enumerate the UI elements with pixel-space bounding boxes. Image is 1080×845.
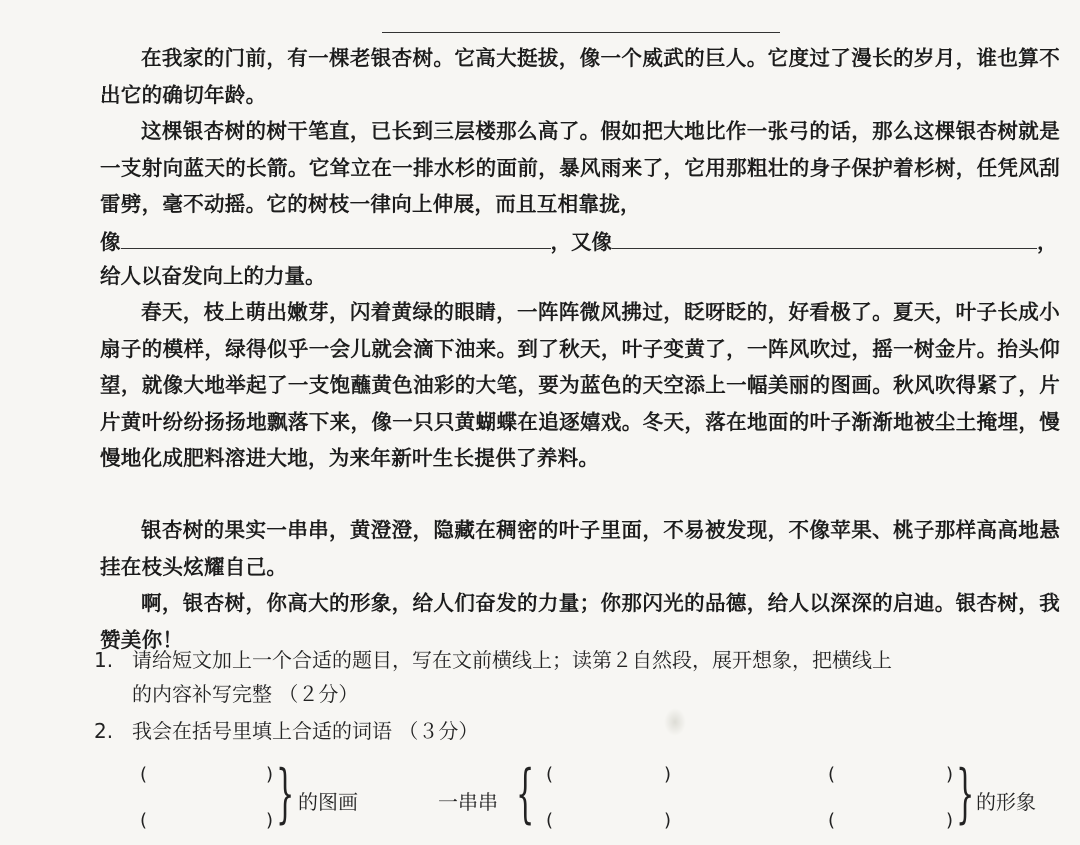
scan-smudge	[664, 708, 686, 736]
group3-blank1-open[interactable]: (	[828, 764, 836, 785]
paragraph-1: 在我家的门前，有一棵老银杏树。它高大挺拔，像一个威武的巨人。它度过了漫长的岁月，谁也算不出它的确切年龄。	[100, 46, 1060, 107]
paragraph-4: 银杏树的果实一串串，黄澄澄，隐藏在稠密的叶子里面，不易被发现，不像苹果、桃子那样高高地悬挂在枝头炫耀自己。	[100, 518, 1060, 579]
group3-blank2-open[interactable]: (	[828, 810, 836, 831]
question-1-text: 请给短文加上一个合适的题目，写在文前横线上；读第２自然段，展开想象，把横线上	[132, 648, 892, 672]
question-1-number: 1.	[94, 648, 114, 672]
group3-blank1-close[interactable]: )	[946, 764, 954, 785]
paragraph-5: 啊，银杏树，你高大的形象，给人们奋发的力量；你那闪光的品德，给人以深深的启迪。银杏树，我赞美你！	[100, 591, 1060, 652]
group2-blank1-close[interactable]: )	[664, 764, 672, 785]
fill-blank-1[interactable]	[121, 226, 551, 249]
fill-in-row	[100, 224, 1060, 260]
question-2-text: 我会在括号里填上合适的词语 （３分）	[132, 719, 479, 743]
group1-blank2-close[interactable]: )	[266, 810, 274, 831]
group1-suffix: 的图画	[298, 790, 358, 814]
paragraph-3: 春天，枝上萌出嫩芽，闪着黄绿的眼睛，一阵阵微风拂过，眨呀眨的，好看极了。夏天，叶子长成小扇子的模样，绿得似乎一会儿就会滴下油来。到了秋天，叶子变黄了，一阵风吹过，摇一树金片。抬头仰望，就像大地举起了一支饱蘸黄色油彩的大笔，要为蓝色的天空添上一幅美丽的图画。秋风吹得紧了，片片黄叶纷纷扬扬地飘落下来，像一只只黄蝴蝶在追逐嬉戏。冬天，落在地面的叶子渐渐地被尘土掩埋，慢慢地化成肥料溶进大地，为来年新叶生长提供了养料。	[100, 300, 1060, 470]
title-blank-line[interactable]	[382, 32, 780, 33]
group3-blank2-close[interactable]: )	[946, 810, 954, 831]
group3-right-brace: }	[956, 757, 975, 831]
question-1-line-2: 的内容补写完整 （２分）	[132, 682, 359, 706]
question-2-number: 2.	[94, 719, 114, 743]
group2-blank2-open[interactable]: (	[546, 810, 554, 831]
question-1	[94, 643, 1074, 677]
group2-left-brace: {	[516, 757, 535, 831]
fill-end: ，	[1037, 230, 1058, 254]
paragraph-2: 这棵银杏树的树干笔直，已长到三层楼那么高了。假如把大地比作一张弓的话，那么这棵银杏树就是一支射向蓝天的长箭。它耸立在一排水杉的面前，暴风雨来了，它用那粗壮的身子保护着杉树，任凭风刮雷劈，毫不动摇。它的树枝一律向上伸展，而且互相靠拢，	[100, 119, 1060, 216]
group1-blank1-close[interactable]: )	[266, 764, 274, 785]
question-2	[94, 714, 1074, 748]
group3-suffix: 的形象	[976, 790, 1036, 814]
group1-blank1-open[interactable]: (	[140, 764, 148, 785]
group1-right-brace: }	[276, 757, 295, 831]
group2-blank2-close[interactable]: )	[664, 810, 672, 831]
group2-prefix: 一串串	[438, 790, 498, 814]
fill-blank-2[interactable]	[612, 226, 1037, 249]
group1-blank2-open[interactable]: (	[140, 810, 148, 831]
group2-blank1-open[interactable]: (	[546, 764, 554, 785]
fill-mid: ，又像	[550, 230, 612, 254]
paragraph-2-end: 给人以奋发向上的力量。	[100, 264, 326, 288]
fill-prefix: 像	[100, 230, 121, 254]
